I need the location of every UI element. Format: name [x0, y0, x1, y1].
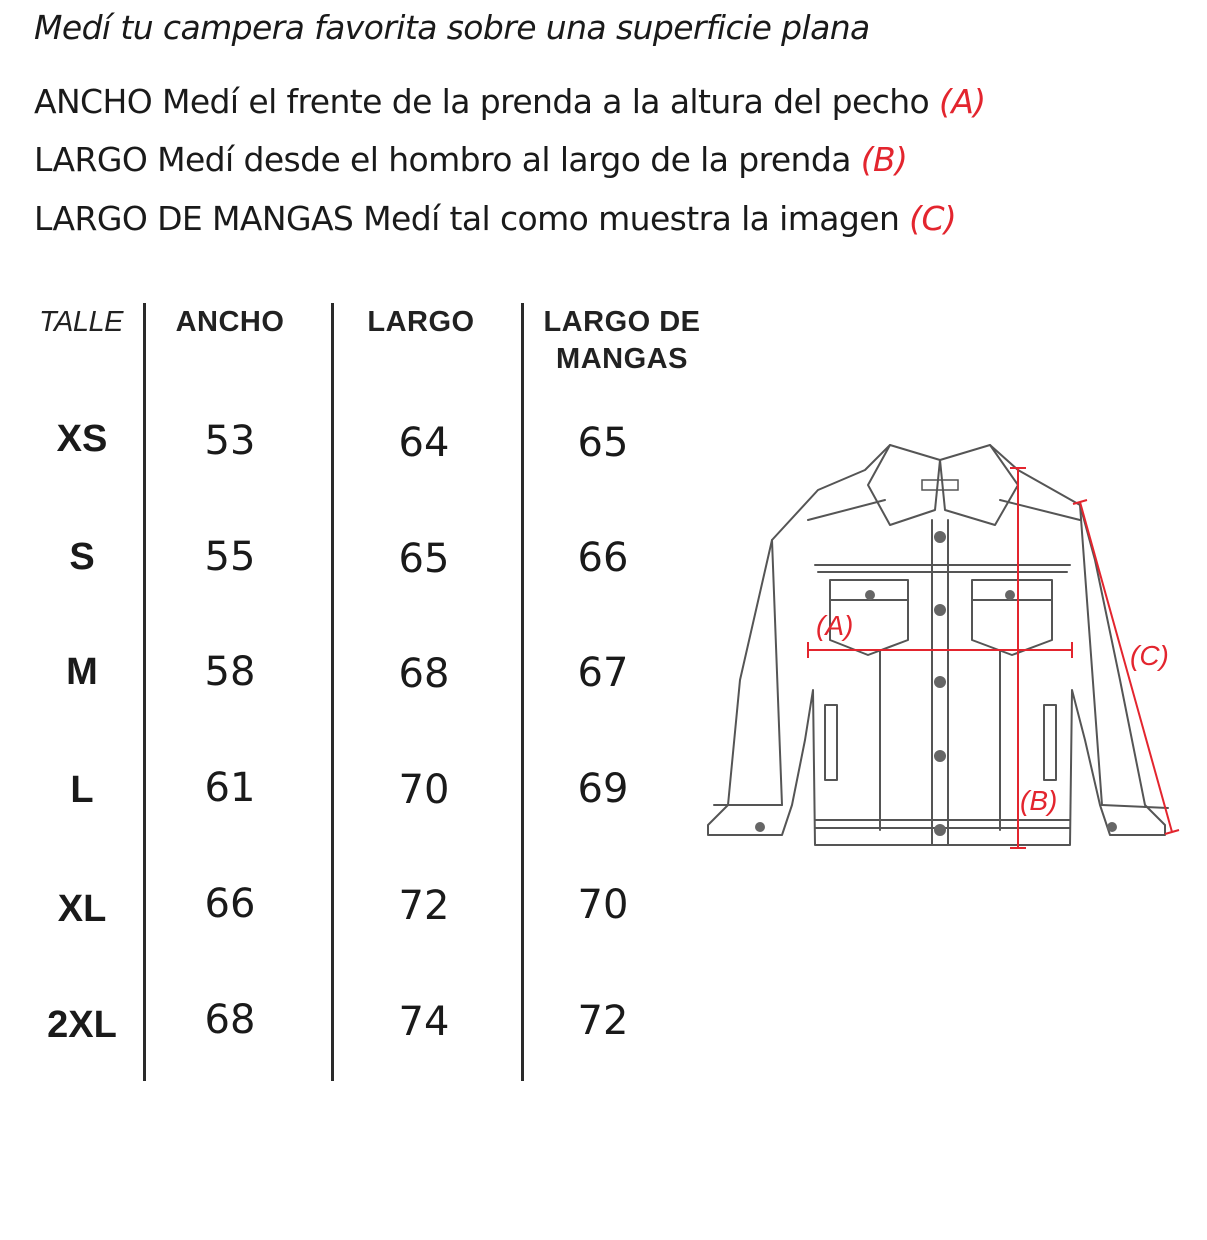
header-mangas-line-2: MANGAS — [556, 343, 688, 375]
header-talle: TALLE — [38, 306, 123, 338]
measure-label-b: (B) — [1020, 785, 1058, 816]
size-cell: XS — [56, 418, 108, 460]
instruction-text: Medí el frente de la prenda a la altura del pecho — [161, 82, 930, 121]
ancho-cell: 66 — [204, 881, 256, 927]
size-cell: 2XL — [47, 1004, 117, 1046]
measure-label-a: (A) — [816, 610, 854, 641]
instruction-ref: (A) — [939, 82, 986, 121]
mangas-cell: 66 — [577, 535, 629, 581]
size-cell: L — [70, 769, 94, 811]
largo-cell: 65 — [398, 536, 450, 582]
ancho-cell: 53 — [204, 418, 256, 464]
header-largo: LARGO — [367, 306, 475, 338]
instruction-ref: (B) — [860, 140, 908, 179]
ancho-cell: 55 — [204, 534, 256, 580]
mangas-cell: 67 — [577, 650, 629, 696]
header-ancho: ANCHO — [175, 306, 285, 338]
mangas-cell: 65 — [577, 420, 629, 466]
largo-cell: 72 — [398, 883, 450, 929]
instruction-term: LARGO — [34, 140, 148, 179]
instruction-mangas — [34, 199, 956, 238]
jacket-icon — [700, 440, 1180, 860]
instruction-largo — [34, 140, 907, 179]
largo-cell: 68 — [398, 651, 450, 697]
measure-label-c: (C) — [1130, 640, 1169, 671]
mangas-cell: 70 — [577, 882, 629, 928]
ancho-cell: 58 — [204, 649, 256, 695]
ancho-cell: 61 — [204, 765, 256, 811]
header-largo-de-mangas — [522, 304, 722, 378]
header-mangas-line-1: LARGO DE — [543, 306, 701, 338]
intro-text: Medí tu campera favorita sobre una superficie plana — [34, 8, 870, 47]
instruction-term: ANCHO — [34, 82, 153, 121]
size-cell: M — [66, 651, 98, 693]
column-divider — [331, 303, 334, 1081]
instruction-ref: (C) — [909, 199, 957, 238]
instruction-ancho — [34, 82, 986, 121]
largo-cell: 74 — [398, 999, 450, 1045]
largo-cell: 70 — [398, 767, 450, 813]
instruction-text: Medí tal como muestra la imagen — [363, 199, 900, 238]
instruction-term: LARGO DE MANGAS — [34, 199, 354, 238]
largo-cell: 64 — [398, 420, 450, 466]
mangas-cell: 69 — [577, 766, 629, 812]
size-cell: S — [69, 536, 95, 578]
ancho-cell: 68 — [204, 997, 256, 1043]
size-cell: XL — [57, 888, 107, 930]
instruction-text: Medí desde el hombro al largo de la prenda — [157, 140, 851, 179]
mangas-cell: 72 — [577, 998, 629, 1044]
